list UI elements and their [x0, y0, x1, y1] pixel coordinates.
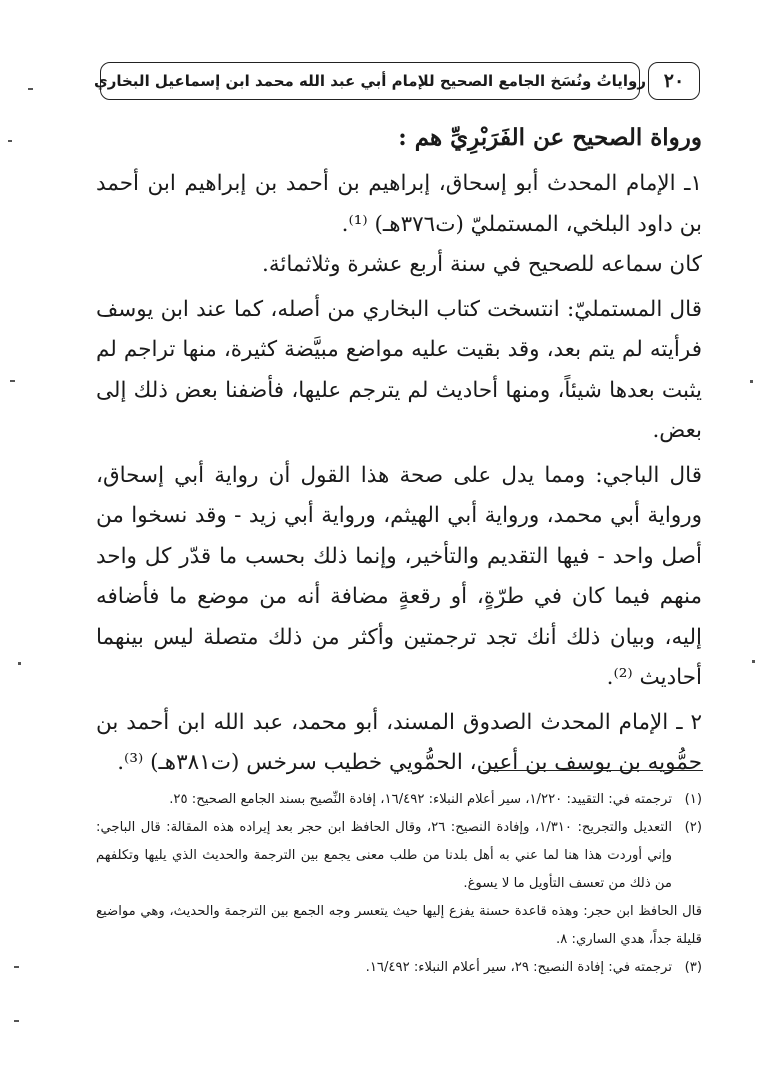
paragraph-hearing: كان سماعه للصحيح في سنة أربع عشرة وثلاثمائة. [262, 252, 702, 277]
paragraph-mustamli-quote: قال المستمليّ: انتسخت كتاب البخاري من أصله، كما عند ابن يوسف فرأيته لم يتم بعد، وقد بقيت عليه مواضع مبيَّضة كثيرة، منها تراجم لم يثبت بعدها شيئاً، ومنها أحاديث لم يترجم عليها، فأضفنا بعض ذلك إلى بعض. [96, 296, 702, 443]
running-title: رواياتُ ونُسَخ الجامع الصحيح للإمام أبي عبد الله محمد ابن إسماعيل البخاري [93, 72, 647, 90]
running-title-box [93, 62, 647, 100]
running-header [93, 62, 700, 100]
paragraph-narrator-2: ٢ ـ الإمام المحدث الصدوق المسند، أبو محمد، عبد الله ابن أحمد بن حمُّويه بن يوسف بن أعين، الحمُّويي خطيب سرخس (ت٣٨١هـ) ⁽³⁾. [96, 709, 702, 775]
footnote-2-continuation: قال الحافظ ابن حجر: وهذه قاعدة حسنة يفزع إليها حيث يتعسر وجه الجمع بين الترجمة والحديث، وهي مواضيع قليلة جداً، هدي الساري: ٨. [96, 904, 702, 947]
footnote-text: التعديل والتجريح: ١/٣١٠، وإفادة النصيح: ٢٦، وقال الحافظ ابن حجر بعد إيراده هذه المقالة: قال الباجي: وإني أوردت هذا هنا لما عني به أهل بلدنا من طلب معنى يجمع بين الترجمة والحديث الذي يليها وتكلفهم من ذلك من تعسف التأويل ما لا يسوغ. [96, 820, 672, 891]
paragraph-baji-quote: قال الباجي: ومما يدل على صحة هذا القول أن رواية أبي إسحاق، ورواية أبي محمد، ورواية أبي الهيثم، ورواية أبي زيد - وقد نسخوا من أصل واحد - فيها التقديم والتأخير، وإنما ذلك بحسب ما قدّر كل واحد منهم فيما كان في طرّةٍ، أو رقعةٍ مضافة أنه من موضع ما فأضافه إليه، وبيان ذلك أنك تجد ترجمتين وأكثر من ذلك متصلة ليس بينهما أحاديث ⁽²⁾. [96, 462, 702, 690]
scan-speck [8, 140, 12, 142]
paragraph-narrator-1: ١ـ الإمام المحدث أبو إسحاق، إبراهيم بن أحمد بن إبراهيم ابن أحمد بن داود البلخي، المستمليّ (ت٣٧٦هـ) ⁽¹⁾. [96, 171, 702, 237]
footnote-number: (١) [684, 792, 702, 807]
footnote-3 [96, 954, 702, 982]
scan-speck [18, 662, 21, 665]
scan-speck [14, 966, 19, 968]
footnote-1 [96, 786, 702, 814]
footnote-2 [96, 814, 702, 898]
scan-speck [752, 660, 755, 663]
scan-speck [28, 88, 33, 90]
footnote-separator [483, 770, 703, 771]
footnotes [96, 786, 702, 982]
footnote-number: (٢) [684, 820, 702, 835]
scan-speck [14, 1020, 19, 1022]
scan-speck [750, 380, 753, 383]
page-number-box [648, 62, 700, 100]
footnote-text: ترجمته في: إفادة النصيح: ٢٩، سير أعلام النبلاء: ١٦/٤٩٢. [365, 960, 672, 975]
footnote-text: ترجمته في: التقييد: ١/٢٢٠، سير أعلام النبلاء: ١٦/٤٩٢، إفادة النِّصيح بسند الجامع الصحيح: ٢٥. [169, 792, 672, 807]
scan-speck [10, 380, 15, 382]
page-number: ٢٠ [663, 70, 685, 92]
section-heading: ورواة الصحيح عن الفَرَبْرِيِّ هم : [398, 124, 702, 151]
footnote-number: (٣) [684, 960, 702, 975]
main-text [96, 118, 702, 784]
